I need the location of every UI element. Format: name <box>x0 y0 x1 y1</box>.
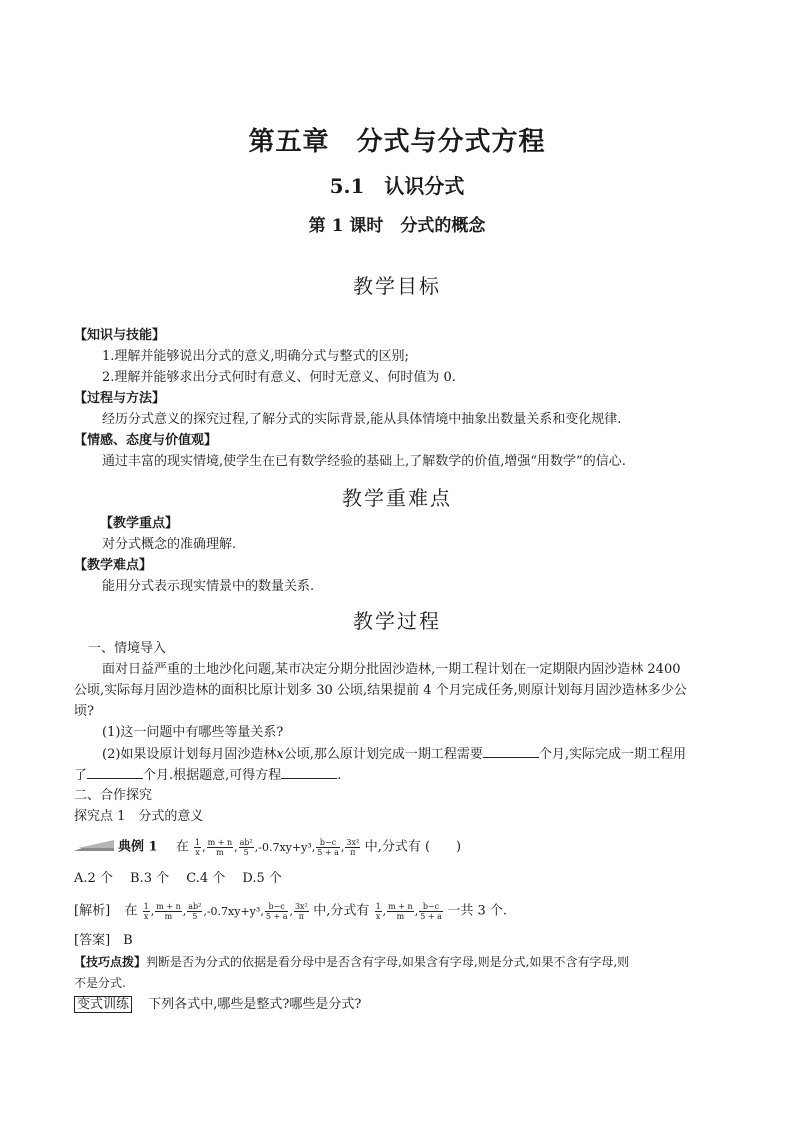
focus-label: 【教学重点】 <box>100 516 179 531</box>
example-label: 典例 1 <box>118 839 158 855</box>
knowledge-item-1: 1.理解并能够说出分式的意义,明确分式与整式的区别; <box>102 349 409 364</box>
q2-part-e: 个月.根据题意,可得方程 <box>143 768 282 783</box>
focus-text: 对分式概念的准确理解. <box>102 537 237 552</box>
q2-part-a: (2)如果设原计划每月固沙造林 <box>102 747 277 762</box>
explore-point-1: 探究点 1 分式的意义 <box>74 809 204 824</box>
tip-text-1: 判断是否为分式的依据是看分母中是否含有字母,如果含有字母,则是分式,如果不含有字母,则 <box>146 955 630 969</box>
example-1 <box>118 838 461 857</box>
analysis-end: 一共 3 个. <box>447 903 508 919</box>
q2-part-c: 个月,实际完成一期工程用 <box>538 747 687 762</box>
frac-m-plus-n-over-m: $\frac{m + n}{m}$ <box>156 902 181 921</box>
part1-line-1: 面对日益严重的土地沙化问题,某市决定分期分批固沙造林,一期工程计划在一定期限内固沙造林 2400 <box>102 662 681 677</box>
polynomial: -0.7xy+y³ <box>258 840 312 854</box>
knowledge-label: 【知识与技能】 <box>74 328 166 343</box>
options: A.2 个 B.3 个 C.4 个 D.5 个 <box>74 871 282 886</box>
question-2-line-2 <box>74 766 341 785</box>
analysis-expression-list: $\frac{1}{x}$ , $\frac{m + n}{m}$ , $\frac{\text{ab²}}{5}$ ,-0.7xy+y³, $\frac{b-c}{5 + a}$ , $\frac{\text{3x²}}{\pi}$ <box>143 902 308 921</box>
difficulty-label: 【教学难点】 <box>74 558 153 573</box>
answer-blank-2[interactable] <box>87 766 143 779</box>
frac-b-minus-c-over-5-plus-a: $\frac{b-c}{5 + a}$ <box>317 838 339 857</box>
q2-part-d: 了 <box>74 768 88 783</box>
process-heading: 教学过程 <box>353 609 441 633</box>
example-banner-icon <box>74 838 114 852</box>
lesson-title: 第 1 课时 分式的概念 <box>308 216 486 236</box>
frac-3x2-over-pi: $\frac{\text{3x²}}{\pi}$ <box>346 838 360 857</box>
frac-m-plus-n-over-m: $\frac{m + n}{m}$ <box>207 838 233 857</box>
frac-1-over-x: $\frac{1}{x}$ <box>143 902 149 921</box>
part1-line-2: 公顷,实际每月固沙造林的面积比原计划多 30 公顷,结果提前 4 个月完成任务,则原计划每月固沙造林多少公 <box>74 683 687 698</box>
q2-part-f: . <box>337 768 342 783</box>
emotion-label: 【情感、态度与价值观】 <box>74 433 218 448</box>
frac-1-over-x: $\frac{1}{x}$ <box>195 838 201 857</box>
answer-blank-1[interactable] <box>483 745 539 758</box>
frac-b-minus-c-over-5-plus-a: $\frac{b-c}{5 + a}$ <box>265 902 288 921</box>
knowledge-item-2: 2.理解并能够求出分式何时有意义、何时无意义、何时值为 0. <box>102 370 456 385</box>
analysis-fraction-list: $\frac{1}{x}$ , $\frac{m + n}{m}$ , $\frac{b-c}{5 + a}$ <box>375 902 442 921</box>
frac-ab2-over-5: $\frac{\text{ab²}}{5}$ <box>188 902 202 921</box>
goals-heading: 教学目标 <box>353 274 441 298</box>
q2-variable: x <box>276 747 284 762</box>
answer: [答案] B <box>74 933 133 948</box>
variant-text: 下列各式中,哪些是整式?哪些是分式? <box>148 997 362 1012</box>
part2-label: 二、合作探究 <box>74 788 153 803</box>
example-out: 中,分式有 ( ) <box>364 839 462 855</box>
example-in: 在 <box>175 839 189 855</box>
frac-m-plus-n-over-m: $\frac{m + n}{m}$ <box>388 902 413 921</box>
analysis <box>74 902 507 921</box>
analysis-label: [解析] <box>74 903 111 919</box>
analysis-in: 在 <box>124 903 138 919</box>
process-text: 经历分式意义的探究过程,了解分式的实际背景,能从具体情境中抽象出数量关系和变化规律. <box>102 412 622 427</box>
part1-label: 一、情境导入 <box>88 641 167 656</box>
part1-line-3: 顷? <box>74 704 94 719</box>
chapter-title: 第五章 分式与分式方程 <box>248 127 546 157</box>
keypoints-heading: 教学重难点 <box>342 486 452 510</box>
question-2-line-1 <box>102 745 686 764</box>
section-title: 5.1 认识分式 <box>329 174 465 198</box>
analysis-mid: 中,分式有 <box>313 903 370 919</box>
tip-line-1 <box>74 953 629 971</box>
frac-b-minus-c-over-5-plus-a: $\frac{b-c}{5 + a}$ <box>420 902 442 921</box>
question-1: (1)这一问题中有哪些等量关系? <box>102 725 284 740</box>
frac-ab2-over-5: $\frac{\text{ab²}}{5}$ <box>239 838 253 857</box>
variant-training <box>74 996 361 1014</box>
example-expression-list: $\frac{1}{x}$ , $\frac{m + n}{m}$ , $\frac{\text{ab²}}{5}$ ,-0.7xy+y³, $\frac{b-c}{5 + a}$ , $\frac{\text{3x²}}{\pi}$ <box>195 838 360 857</box>
tip-line-2: 不是分式. <box>74 976 126 990</box>
process-label: 【过程与方法】 <box>74 391 166 406</box>
emotion-text: 通过丰富的现实情境,使学生在已有数学经验的基础上,了解数学的价值,增强“用数学”的信心. <box>102 454 626 469</box>
q2-part-b: 公顷,那么原计划完成一期工程需要 <box>283 747 483 762</box>
tip-label: 【技巧点拨】 <box>74 955 147 969</box>
frac-1-over-x: $\frac{1}{x}$ <box>375 902 381 921</box>
variant-label: 变式训练 <box>74 996 132 1013</box>
frac-3x2-over-pi: $\frac{\text{3x²}}{\pi}$ <box>294 902 308 921</box>
difficulty-text: 能用分式表示现实情景中的数量关系. <box>102 579 315 594</box>
polynomial: -0.7xy+y³ <box>206 904 261 918</box>
answer-blank-3[interactable] <box>281 766 337 779</box>
